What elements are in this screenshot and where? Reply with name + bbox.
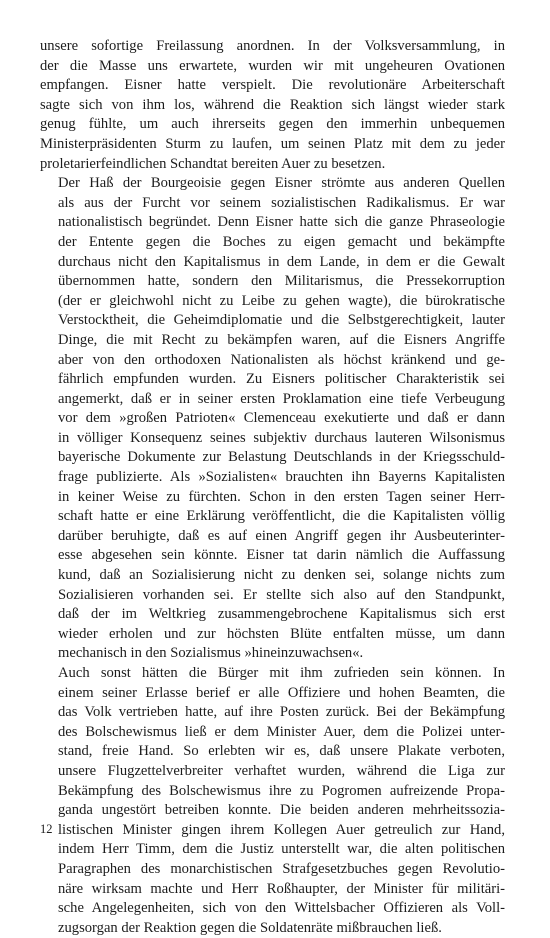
text-line: durchaus nicht den Kapitalismus in dem Lande, in dem er die Gewalt [58, 253, 505, 270]
text-line: Ministerpräsidenten Sturm zu laufen, um seinen Platz mit dem zu jeder [40, 135, 505, 152]
text-line: bayerische Dokumente zur Belastung Deutschlands in der Kriegsschuld- [58, 449, 505, 466]
text-line: Dinge, die mit Recht zu bekämpfen waren, auf die Eisners Angriffe [58, 331, 505, 348]
text-line: proletarierfeindlichen Schandtat bereiten Auer zu besetzen. [40, 155, 386, 172]
text-line: in keiner Weise zu fürchten. Schon in den ersten Tagen seiner Herr- [58, 488, 505, 505]
text-line: unsere sofortige Freilassung anordnen. In der Volksversammlung, in [40, 38, 505, 54]
text-line: wieder erholen und zur höchsten Blüte entfalten müsse, um dann [58, 625, 505, 642]
text-line: Der Haß der Bourgeoisie gegen Eisner strömte aus anderen Quellen [58, 175, 505, 192]
text-line: genug fühlte, um auch ihrerseits gegen den immerhin unbequemen [40, 116, 505, 133]
text-line: sche Angelegenheiten, sich von den Wittelsbacher Offizieren als Voll- [58, 900, 505, 917]
page-number: 12 [40, 822, 53, 836]
text-line: (der er gleichwohl nicht zu Leibe zu gehen wagte), die bürokratische [58, 292, 505, 309]
text-line: ganda ungestört betreiben konnte. Die beiden anderen mehrheitssozia- [58, 802, 505, 819]
text-line: des Bolschewismus ließ er dem Minister Auer, dem die Polizei unter- [58, 723, 505, 740]
paragraph-2 [40, 174, 505, 664]
text-line: einem seiner Erlasse berief er alle Offiziere und hohen Beamten, die [58, 684, 505, 701]
text-line: daß der im Weltkrieg zusammengebrochene Kapitalismus sich erst [58, 606, 505, 623]
text-line: unsere Flugzettelverbreiter verhaftet wurden, während die Liga zur [58, 762, 505, 779]
text-line: der Entente gegen die Boches zu eigen gemacht und bekämpfte [58, 233, 505, 250]
text-line: das Volk vertrieben hatte, auf ihre Posten zurück. Bei der Bekämpfung [58, 704, 505, 721]
text-line: sagte sich von ihm los, während die Reaktion sich längst wieder stark [40, 96, 505, 113]
text-line: empfangen. Eisner hatte verspielt. Die revolutionäre Arbeiterschaft [40, 77, 505, 94]
text-line: vor dem »großen Patrioten« Clemenceau exekutierte und daß er dann [58, 410, 505, 427]
text-line: mechanisch in den Sozialismus »hineinzuwachsen«. [58, 645, 364, 662]
text-line: schaft hatte er eine Erklärung veröffentlicht, die die Kapitalisten völlig [58, 508, 505, 525]
text-line: als aus der Furcht vor seinem sozialistischen Radikalismus. Er war [58, 194, 505, 211]
text-line: nationalistisch begründet. Denn Eisner hatte sich die ganze Phraseologie [58, 214, 505, 231]
text-line: listischen Minister gingen ihrem Kollegen Auer getreulich zur Hand, [58, 821, 505, 838]
text-line: kund, daß an Sozialisierung nicht zu denken sei, solange nichts zum [58, 567, 505, 584]
text-line: Sozialisieren vorhanden sei. Er stellte sich also auf den Standpunkt, [58, 586, 505, 603]
text-line: der die Masse uns erwartete, wurden wir mit ungeheuren Ovationen [40, 57, 505, 74]
text-line: zugsorgan der Reaktion gegen die Soldatenräte mißbrauchen ließ. [58, 919, 442, 936]
text-line: esse abgesehen sein könnte. Eisner tat darin nämlich die Auffassung [58, 547, 505, 564]
text-line: Auch sonst hätten die Bürger mit ihm zufrieden sein können. In [58, 665, 505, 681]
text-line: frage publizierte. Als »Sozialisten« brauchten ihn Bayerns Kapitalisten [58, 469, 505, 486]
paragraph-1 [40, 37, 505, 174]
text-line: übernommen hatte, sondern den Militarismus, die Pressekorruption [58, 273, 505, 290]
text-line: stand, freie Hand. So erlebten wir es, daß unsere Plakate verboten, [58, 743, 505, 760]
text-line: fährlich empfunden wurden. Zu Eisners politischer Charakteristik sei [58, 371, 505, 388]
page-body [40, 37, 505, 938]
text-line: angemerkt, daß er in seiner ersten Proklamation eine tiefe Verbeugung [58, 390, 505, 407]
text-line: Verstocktheit, die Geheimdiplomatie und die Selbstgerechtigkeit, lauter [58, 312, 505, 329]
text-line: in völliger Konsequenz seines subjektiv durchaus lauteren Wilsonismus [58, 429, 505, 446]
text-line: Paragraphen des monarchistischen Strafgesetzbuches gegen Revolutio- [58, 860, 505, 877]
text-line: näre wirksam machte und Herr Roßhaupter, der Minister für militäri- [58, 880, 505, 897]
text-line: indem Herr Timm, dem die Justiz unterstellt war, die alten politischen [58, 841, 505, 858]
text-line: darüber beruhigte, daß es auf einen Angriff gegen ihr Ausbeuterinter- [58, 527, 505, 544]
paragraph-3 [40, 664, 505, 938]
text-line: Bekämpfung des Bolschewismus ihre zu Pogromen aufreizende Propa- [58, 782, 505, 799]
text-line: aber von den orthodoxen Nationalisten als höchst kränkend und ge- [58, 351, 505, 368]
